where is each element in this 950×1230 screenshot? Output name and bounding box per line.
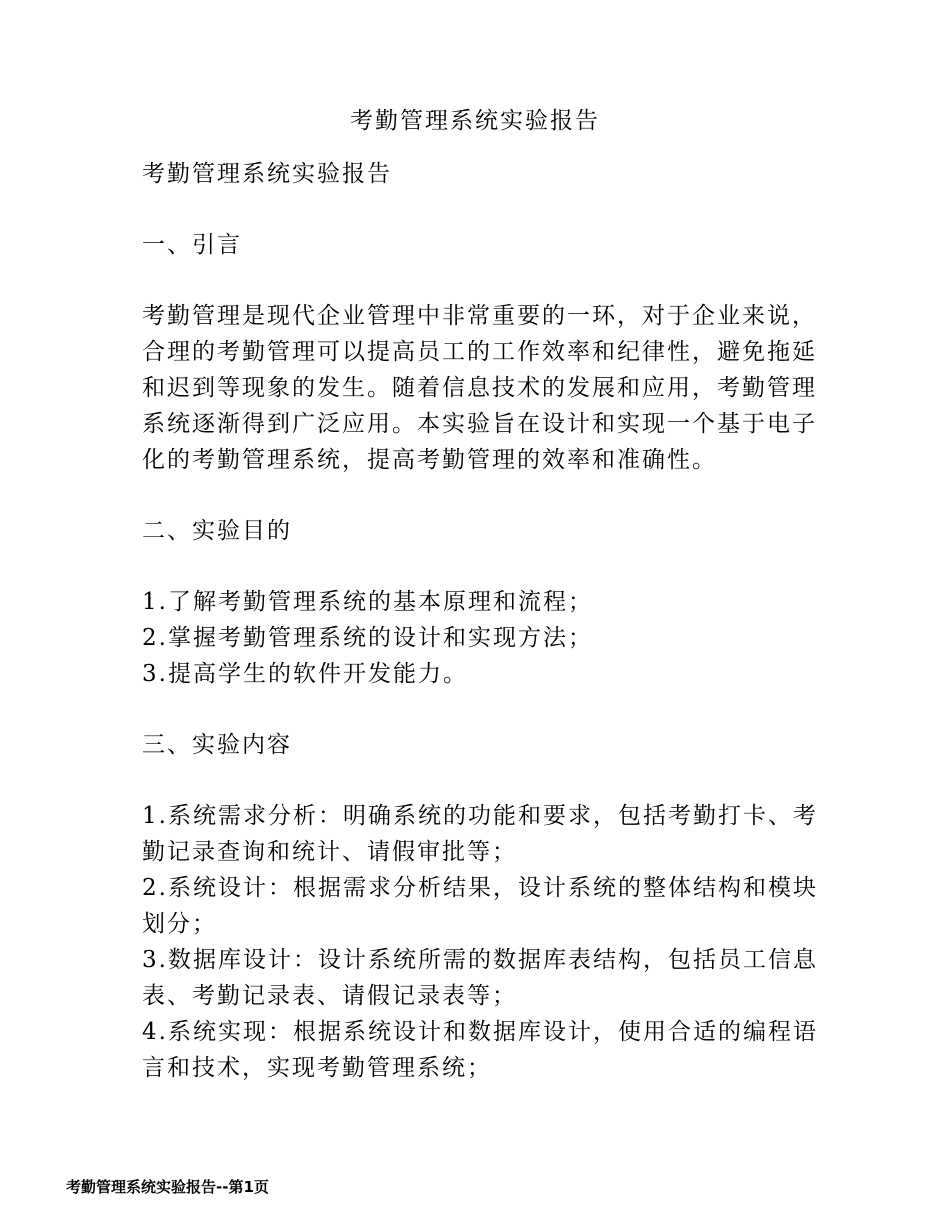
spacer — [142, 549, 812, 584]
paragraph-line: 和迟到等现象的发生。随着信息技术的发展和应用，考勤管理 — [142, 375, 817, 401]
list-item: 勤记录查询和统计、请假审批等； — [142, 839, 517, 865]
list-item: 2.掌握考勤管理系统的设计和实现方法； — [142, 625, 593, 651]
list-item: 言和技术，实现考勤管理系统； — [142, 1055, 492, 1081]
document-body — [142, 156, 818, 1086]
list-item: 2.系统设计：根据需求分析结果，设计系统的整体结构和模块 — [142, 875, 818, 901]
section-objectives-list — [142, 584, 812, 692]
section-heading-introduction: 一、引言 — [142, 232, 242, 258]
section-heading-content: 三、实验内容 — [142, 732, 292, 758]
document-subtitle: 考勤管理系统实验报告 — [142, 161, 392, 187]
section-heading-objectives: 二、实验目的 — [142, 518, 292, 544]
page-title: 考勤管理系统实验报告 — [350, 108, 600, 134]
paragraph-line: 合理的考勤管理可以提高员工的工作效率和纪律性，避免拖延 — [142, 339, 817, 365]
spacer — [142, 192, 812, 227]
list-item: 1.系统需求分析：明确系统的功能和要求，包括考勤打卡、考 — [142, 803, 818, 829]
paragraph-line: 系统逐渐得到广泛应用。本实验旨在设计和实现一个基于电子 — [142, 411, 817, 437]
list-item: 4.系统实现：根据系统设计和数据库设计，使用合适的编程语 — [142, 1019, 818, 1045]
section-introduction-paragraph — [142, 298, 817, 478]
list-item: 1.了解考勤管理系统的基本原理和流程； — [142, 589, 593, 615]
paragraph-line: 考勤管理是现代企业管理中非常重要的一环，对于企业来说， — [142, 303, 817, 329]
list-item: 划分； — [142, 911, 217, 937]
spacer — [142, 263, 812, 298]
spacer — [142, 478, 812, 513]
spacer — [142, 692, 812, 727]
list-item: 3.提高学生的软件开发能力。 — [142, 661, 468, 687]
page-footer: 考勤管理系统实验报告--第1页 — [66, 1178, 269, 1196]
spacer — [142, 763, 812, 798]
section-content-list — [142, 798, 818, 1086]
list-item: 表、考勤记录表、请假记录表等； — [142, 983, 517, 1009]
paragraph-line: 化的考勤管理系统，提高考勤管理的效率和准确性。 — [142, 447, 717, 473]
list-item: 3.数据库设计：设计系统所需的数据库表结构，包括员工信息 — [142, 947, 818, 973]
